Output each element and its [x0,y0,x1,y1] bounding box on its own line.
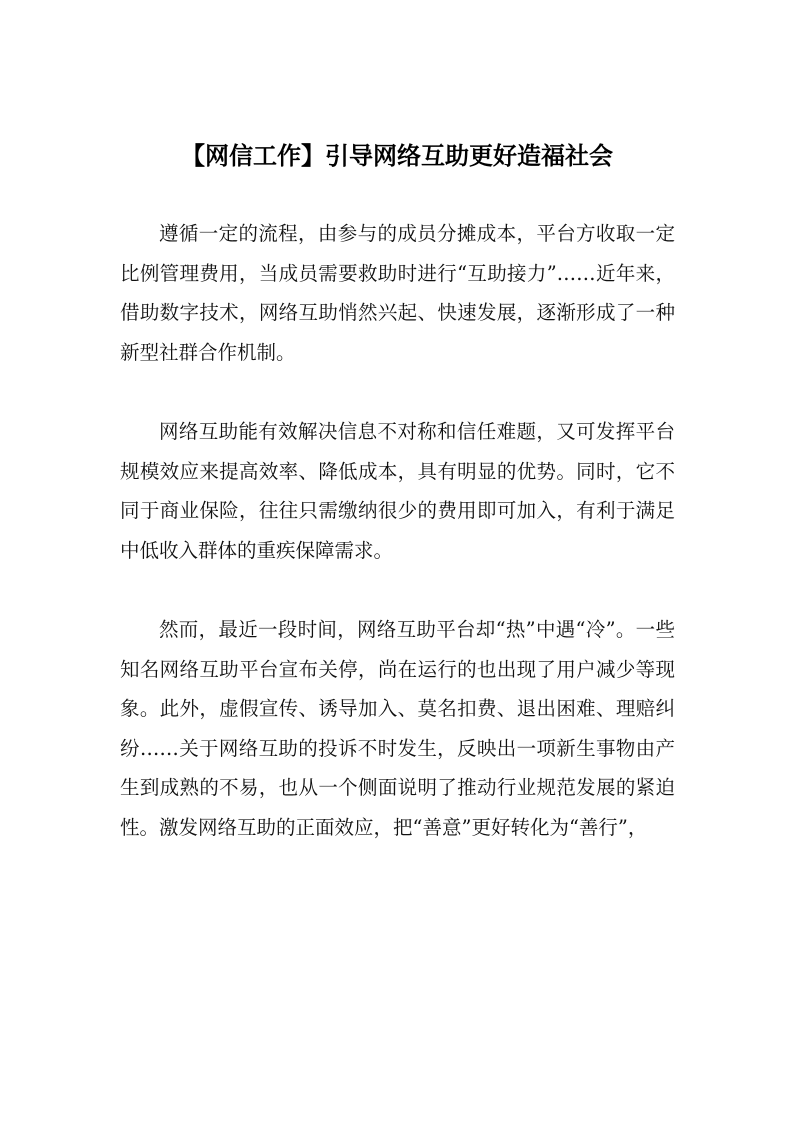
document-title: 【网信工作】引导网络互助更好造福社会 [181,142,613,170]
paragraph-1: 遵循一定的流程，由参与的成员分摊成本，平台方收取一定比例管理费用，当成员需要救助时进行“互助接力”……近年来，借助数字技术，网络互助悄然兴起、快速发展，逐渐形成了一种新型社群合作机制。 [120,222,675,364]
paragraph-3: 然而，最近一段时间，网络互助平台却“热”中遇“冷”。一些知名网络互助平台宣布关停，尚在运行的也出现了用户减少等现象。此外，虚假宣传、诱导加入、莫名扣费、退出困难、理赔纠纷……关于网络互助的投诉不时发生，反映出一项新生事物由产生到成熟的不易，也从一个侧面说明了推动行业规范发展的紧迫性。激发网络互助的正面效应，把“善意”更好转化为“善行”， [120,618,675,839]
document-body [120,214,675,847]
paragraph-2: 网络互助能有效解决信息不对称和信任难题，又可发挥平台规模效应来提高效率、降低成本，具有明显的优势。同时，它不同于商业保险，往往只需缴纳很少的费用即可加入，有利于满足中低收入群体的重疾保障需求。 [120,420,675,562]
